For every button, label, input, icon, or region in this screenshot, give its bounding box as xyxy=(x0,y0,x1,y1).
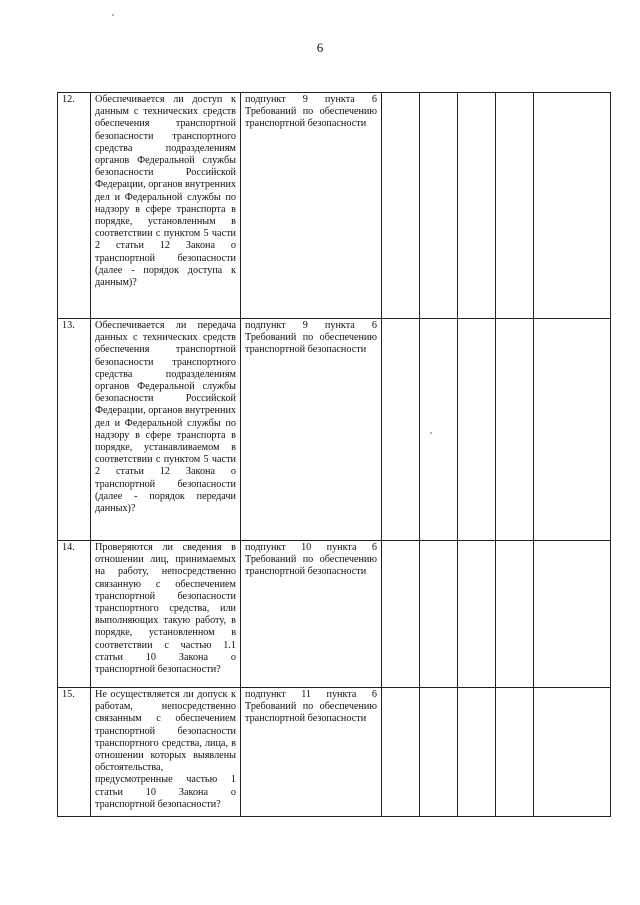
question-cell: Обеспечивается ли доступ к данным с технических средств обеспечения транспортной безопасности транспортного средства подразделениям органов Федеральной службы безопасности Российской Федерации, органов внутренних дел и Федеральной службы по надзору в сфере транспорта в порядке, установленным в соответствии с пунктом 5 части 2 статьи 12 Закона о транспортной безопасности (далее - порядок доступа к данным)? xyxy=(91,93,241,319)
answer-cell-no[interactable] xyxy=(420,688,458,817)
reference-cell: подпункт 9 пункта 6 Требований по обеспечению транспортной безопасности xyxy=(241,93,382,319)
answer-cell-not-applicable[interactable] xyxy=(458,319,496,541)
answer-cell-yes[interactable] xyxy=(382,541,420,688)
answer-cell-no[interactable] xyxy=(420,93,458,319)
row-number: 12. xyxy=(58,93,91,319)
reference-cell: подпункт 10 пункта 6 Требований по обеспечению транспортной безопасности xyxy=(241,541,382,688)
answer-cell-extra[interactable] xyxy=(496,688,534,817)
notes-cell[interactable] xyxy=(534,93,611,319)
row-number: 14. xyxy=(58,541,91,688)
answer-cell-not-applicable[interactable] xyxy=(458,688,496,817)
answer-cell-not-applicable[interactable] xyxy=(458,93,496,319)
table-row xyxy=(58,319,611,541)
scan-speck xyxy=(112,14,114,16)
answer-cell-not-applicable[interactable] xyxy=(458,541,496,688)
question-cell: Не осуществляется ли допуск к работам, непосредственно связанным с обеспечением транспортной безопасности транспортного средства, лица, в отношении которых выявлены обстоятельства, предусмотренные частью 1 статьи 10 Закона о транспортной безопасности? xyxy=(91,688,241,817)
reference-cell: подпункт 9 пункта 6 Требований по обеспечению транспортной безопасности xyxy=(241,319,382,541)
notes-cell[interactable] xyxy=(534,319,611,541)
row-number: 15. xyxy=(58,688,91,817)
answer-cell-extra[interactable] xyxy=(496,93,534,319)
answer-cell-extra[interactable] xyxy=(496,541,534,688)
answer-cell-no[interactable] xyxy=(420,319,458,541)
answer-cell-no[interactable] xyxy=(420,541,458,688)
row-number: 13. xyxy=(58,319,91,541)
notes-cell[interactable] xyxy=(534,541,611,688)
notes-cell[interactable] xyxy=(534,688,611,817)
page-number: 6 xyxy=(316,40,324,55)
question-cell: Обеспечивается ли передача данных с технических средств обеспечения транспортной безопасности транспортного средства подразделениям органов Федеральной службы безопасности Российской Федерации, органов внутренних дел и Федеральной службы по надзору в сфере транспорта в порядке, устанавливаемом в соответствии с пунктом 5 части 2 статьи 12 Закона о транспортной безопасности (далее - порядок передачи данных)? xyxy=(91,319,241,541)
answer-cell-yes[interactable] xyxy=(382,319,420,541)
table-row xyxy=(58,93,611,319)
table-row xyxy=(58,541,611,688)
checklist-table xyxy=(57,92,611,817)
table-row xyxy=(58,688,611,817)
answer-cell-yes[interactable] xyxy=(382,688,420,817)
scan-speck xyxy=(430,432,432,434)
answer-cell-yes[interactable] xyxy=(382,93,420,319)
question-cell: Проверяются ли сведения в отношении лиц, принимаемых на работу, непосредственно связанную с обеспечением транспортной безопасности транспортного средства, или выполняющих такую работу, в порядке, установленном в соответствии с частью 1.1 статьи 10 Закона о транспортной безопасности? xyxy=(91,541,241,688)
answer-cell-extra[interactable] xyxy=(496,319,534,541)
reference-cell: подпункт 11 пункта 6 Требований по обеспечению транспортной безопасности xyxy=(241,688,382,817)
